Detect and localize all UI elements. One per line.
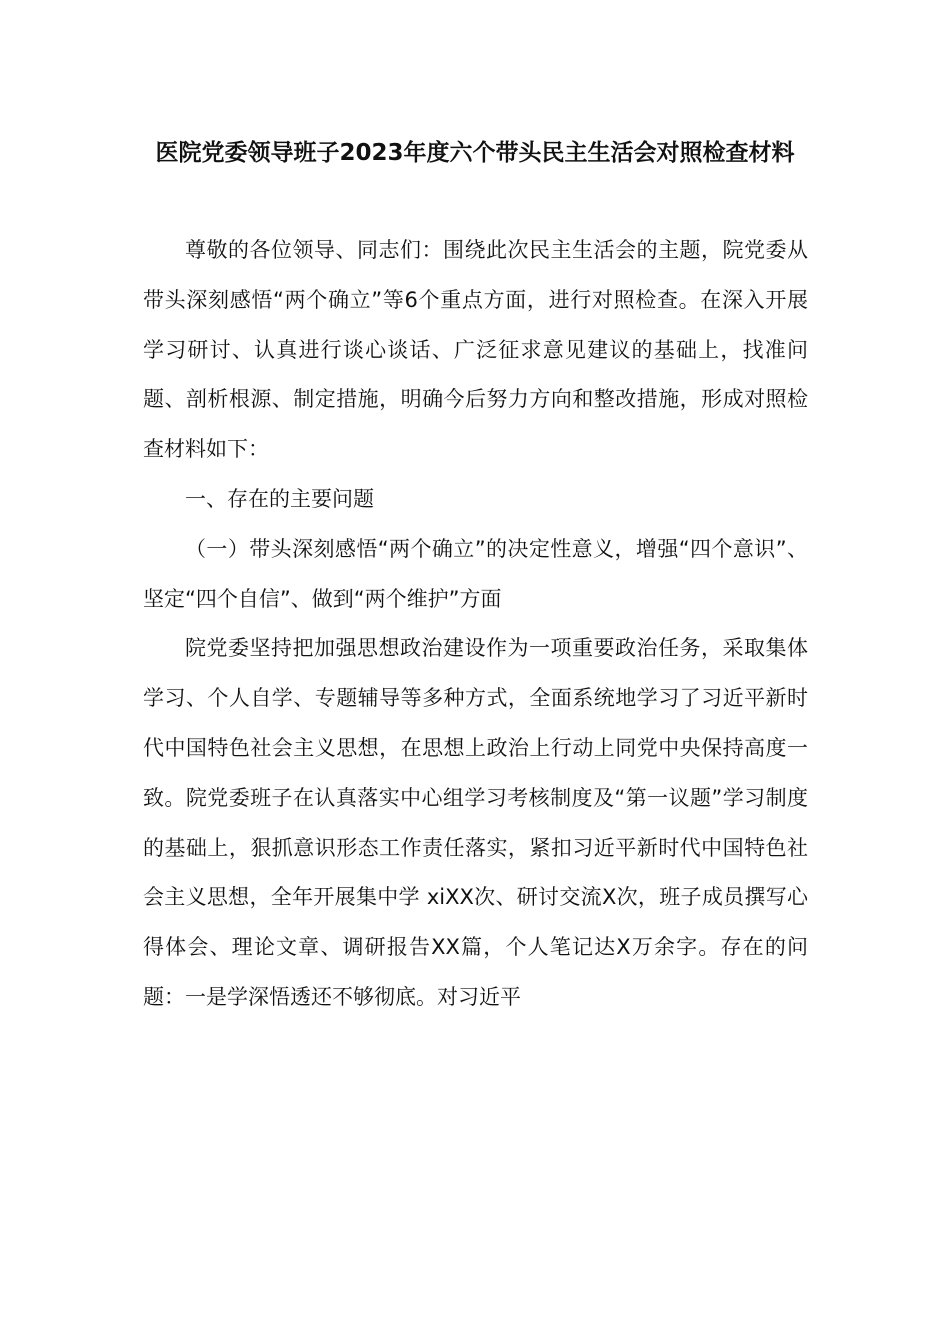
subsection-heading: （一）带头深刻感悟“两个确立”的决定性意义，增强“四个意识”、坚定“四个自信”、做到“两个维护”方面 (143, 536, 808, 611)
body-paragraph: 院党委坚持把加强思想政治建设作为一项重要政治任务，采取集体学习、个人自学、专题辅导等多种方式，全面系统地学习了习近平新时代中国特色社会主义思想，在思想上政治上行动上同党中央保持高度一致。院党委班子在认真落实中心组学习考核制度及“第一议题”学习制度的基础上，狠抓意识形态工作责任落实，紧扣习近平新时代中国特色社会主义思想，全年开展集中学 xiXX次、研讨交流X次，班子成员撰写心得体会、理论文章、调研报告XX篇，个人笔记达X万余字。存在的问题：一是学深悟透还不够彻底。对习近平 (143, 636, 808, 1009)
document-title: 医院党委领导班子2023年度六个带头民主生活会对照检查材料 (155, 140, 795, 166)
intro-paragraph: 尊敬的各位领导、同志们：围绕此次民主生活会的主题，院党委从带头深刻感悟“两个确立”等6个重点方面，进行对照检查。在深入开展学习研讨、认真进行谈心谈话、广泛征求意见建议的基础上，找准问题、剖析根源、制定措施，明确今后努力方向和整改措施，形成对照检查材料如下： (143, 238, 808, 462)
section-heading: 一、存在的主要问题 (185, 486, 374, 511)
document-body (143, 226, 808, 1023)
